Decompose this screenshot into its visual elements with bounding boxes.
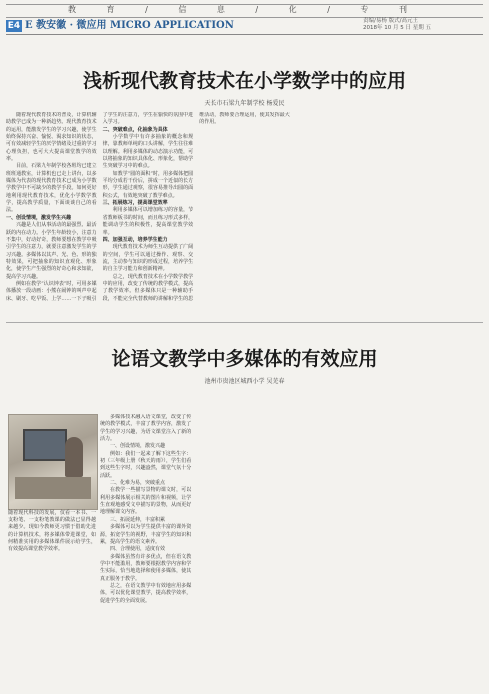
article1-paragraph: 例如在教学“认识钟表”时，可用多媒体播放一段动画：小熊在闹钟的叫声中起床、刷牙、吃早饭、上学……一下子吸引了学生的注意力，学生在愉快的氛围中进入学习。	[6, 112, 194, 302]
masthead-rule	[6, 34, 483, 35]
page-number: E4	[7, 21, 21, 31]
classroom-photo	[8, 414, 98, 510]
article1-paragraph: 现代教育技术为师生互动提供了广阔的空间，学生可以通过操作、观察、交流，主动参与知识的形成过程，培养学生的自主学习能力和创新精神。	[102, 244, 194, 273]
article2-paragraph: 例如：我们一起来了解下这些生字：初（三年级上册《秋天的雨》），学生们看到这些生字时，兴趣盎然，课堂气氛十分活跃。	[100, 450, 192, 479]
teacher-figure-icon	[65, 437, 83, 477]
article1-paragraph: 小学数学中有许多抽象的概念和规律，靠教师单纯的口头讲解，学生往往难以理解。利用多媒体的动态演示功能，可以将抽象的知识具体化、形象化，帮助学生突破学习中的难点。	[102, 134, 194, 170]
article1-subheading: 四、加强互动，培养学生能力	[102, 236, 168, 243]
article1-paragraph: 如教学“圆的面积”时，用多媒体把圆平均分成若干份后，拼成一个近似的长方形，学生通过观察，很容易推导出圆的面积公式，有效地突破了教学难点。	[102, 170, 194, 199]
article2-byline: 池州市贵池区城西小学 吴芜春	[204, 378, 285, 385]
desk-shape	[15, 477, 91, 499]
masthead-meta	[363, 18, 483, 32]
article1-subheading: 二、突破难点，化抽象为具体	[102, 126, 168, 133]
article-divider	[6, 322, 483, 323]
article1-paragraph: 目前，石梁九年制学校各班均已建立班班通教室，计算机也已走上讲台，以多媒体为代表的现代教育技术已成为小学数学教学中不可缺少的教学手段。如何更好地利用现代教育技术，优化小学数学教学，提高教学质量，下面谈谈自己的看法。	[6, 163, 97, 214]
article1-byline: 天长市石梁九年制学校 杨爱民	[204, 100, 285, 107]
article2-paragraph: 多媒体技术融入语文课堂，改变了传统的教学模式，丰富了教学内容，激发了学生的学习兴趣，为语文课堂注入了新的活力。	[100, 414, 192, 443]
article2-paragraph: 多媒体可以为学生提供丰富的课外资源，拓宽学生的视野，丰富学生的知识积累，提高学生的语文素养。	[100, 524, 192, 545]
column-name: E 教安徽 · 微应用 MICRO APPLICATION	[25, 20, 234, 31]
article2-paragraph: 在教学一些描写景物的课文时，可以利用多媒体展示相关的图片和视频，让学生直观地感受文中描写的景物，从而更好地理解课文内容。	[100, 487, 192, 516]
article2-paragraph: 多媒体虽然有许多优点，但在语文教学中不能滥用，教师要根据教学内容和学生实际，恰当地选择和使用多媒体，使其真正服务于教学。	[100, 553, 192, 582]
article1-paragraph: 利用多媒体可以增加练习的容量，节省教师板书的时间，而且练习形式多样，能调动学生的积极性，提高课堂教学效率。	[102, 207, 194, 236]
article2-subheading: 四、合理使用，适度有效	[110, 546, 166, 553]
article1-subheading: 三、拓展练习，提高课堂效率	[102, 200, 168, 207]
article2-title: 论语文教学中多媒体的有效应用	[111, 348, 378, 370]
projector-screen-icon	[23, 429, 67, 461]
article2-subheading: 三、拓展延伸，丰富积累	[110, 516, 166, 523]
section-title: 教 育 / 信 息 / 化 / 专 刊	[68, 5, 421, 14]
article2-body	[100, 414, 483, 688]
article1-subheading: 一、创设情境，激发学生兴趣	[6, 214, 72, 221]
article2-subheading: 一、创设情境，激发兴趣	[110, 443, 166, 450]
photo-caption: 随着现代科技的发展，仅看一本书、一支粉笔、一支粉笔教课的做法已显得越来越少。现如今教师更习惯于借助先进的计算机技术，将多媒体带进课堂，如何精准实用的多媒体课件展示给学生，有效提高课堂教学效率。	[8, 510, 96, 553]
editor-line: 责编/易杨 版式/高元王	[363, 18, 418, 24]
article1-paragraph: 随着现代教育技术的普及，计算机辅助教学已成为一种新趋势。现代教育技术的运用，能激发学生的学习兴趣，使学生始终保持兴奋、愉悦、渴求知识的状态，可有效减轻学生的厌学情绪及过重的学习心理负担，也可大大提高课堂教学的效率。	[6, 112, 97, 163]
masthead	[0, 0, 489, 34]
article1-title: 浅析现代教育技术在小学数学中的应用	[82, 70, 406, 92]
article1-paragraph: 兴趣是人们从事活动的最强烈、最活跃的内在动力。小学生年龄较小，注意力不集中，好动好奇，教师要想在教学中吸引学生的注意力，就要注意激发学生的学习兴趣。多媒体以其声、光、色、形的独特效果，可把抽象的知识直观化、形象化，使学生产生强烈的好奇心和求知欲，提高学习兴趣。	[6, 222, 97, 280]
date-line: 2018年 10 月 5 日 星期 五	[363, 25, 431, 31]
article2-paragraph: 总之，在语文教学中有效地应用多媒体，可以优化课堂教学，提高教学效率，促进学生的全面发展。	[100, 582, 192, 604]
article2-subheading: 二、化难为易，突破重点	[110, 480, 166, 487]
article1-body	[6, 112, 483, 316]
article1-paragraph: 总之，现代教育技术在小学数学教学中的应用，改变了传统的教学模式，提高了教学效率。但多媒体只是一种辅助手段，不能完全代替教师的讲解和学生的思维活动，教师要合理运用，使其发挥最大的作用。	[102, 112, 290, 302]
